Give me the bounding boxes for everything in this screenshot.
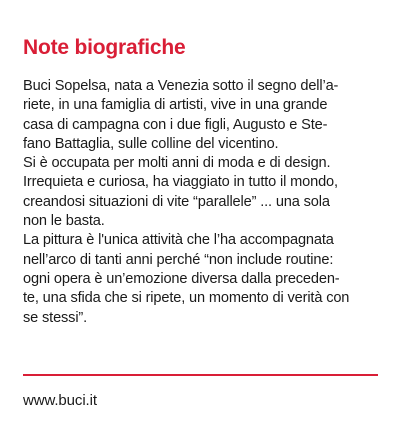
bio-line: Irrequieta e curiosa, ha viaggiato in tutto il mondo, — [23, 174, 338, 191]
bio-line: creandosi situazioni di vite “parallele” ... una sola — [23, 193, 330, 210]
bio-line: fano Battaglia, sulle colline del vicentino. — [23, 135, 279, 152]
section-title: Note biografiche — [23, 36, 186, 59]
bio-line: ogni opera è un’emozione diversa dalla preceden- — [23, 270, 340, 287]
bio-line: riete, in una famiglia di artisti, vive in una grande — [23, 97, 328, 114]
bio-line: non le basta. — [23, 213, 105, 230]
bio-line: Si è occupata per molti anni di moda e di design. — [23, 155, 331, 172]
bio-line: Buci Sopelsa, nata a Venezia sotto il segno dell’a- — [23, 78, 339, 94]
website-link[interactable]: www.buci.it — [23, 392, 97, 409]
biography-text — [23, 77, 385, 328]
bio-line: nell’arco di tanti anni perché “non include routine: — [23, 251, 334, 268]
red-divider — [23, 374, 378, 376]
bio-line: se stessi”. — [23, 309, 88, 326]
bio-line: casa di campagna con i due figli, Augusto e Ste- — [23, 116, 328, 133]
bio-line: La pittura è l'unica attività che l’ha accompagnata — [23, 232, 334, 249]
bio-line: te, una sfida che si ripete, un momento di verità con — [23, 290, 350, 307]
